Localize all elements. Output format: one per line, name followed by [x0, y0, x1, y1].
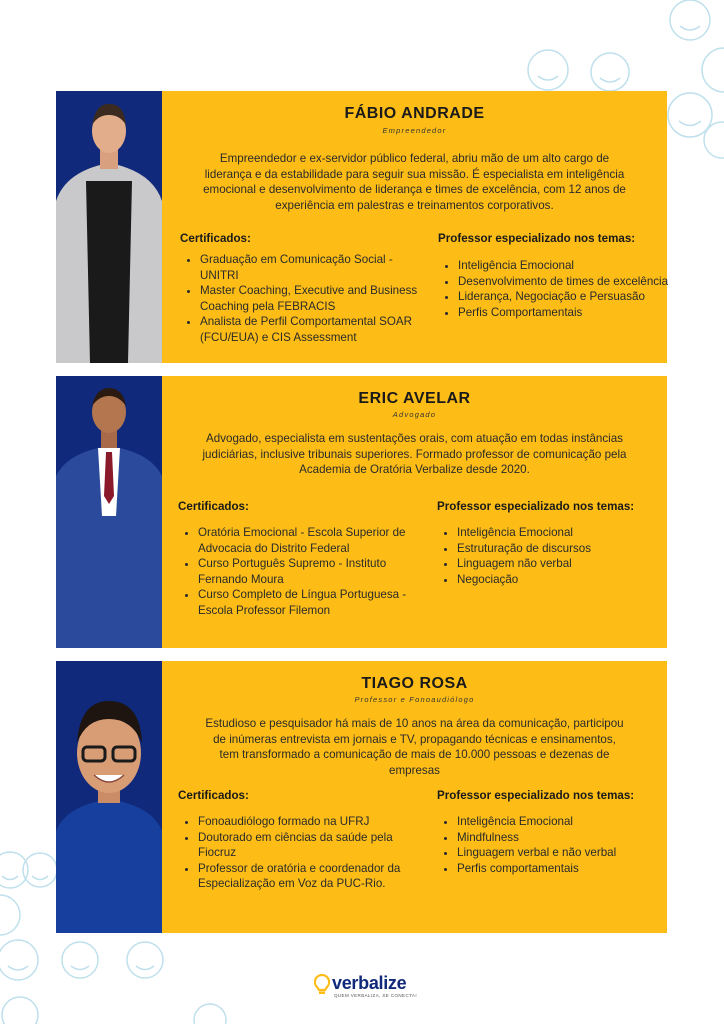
profile-bio: Advogado, especialista em sustentações orais, com atuação em todas instâncias judiciárias, inclusive tribunais superiores. Formado professor de comunicação pela Academia de Oratória Verbalize desde 2020. — [202, 432, 627, 476]
list-item: • Doutorado em ciências da saúde pela Fiocruz — [198, 830, 428, 861]
profile-content — [162, 661, 667, 933]
temas-title: Professor especializado nos temas: — [437, 789, 635, 802]
person-photo-illustration — [56, 91, 162, 363]
profile-bio: Estudioso e pesquisador há mais de 10 anos na área da comunicação, participou de inúmeras entrevista em jornais e TV, propagando técnicas e ensinamentos, tem transformado a comunicação de mais de 10.000 pessoas e dezenas de empresas — [205, 717, 624, 777]
person-photo-illustration — [56, 661, 162, 933]
list-item: • Analista de Perfil Comportamental SOAR (FCU/EUA) e CIS Assessment — [200, 314, 425, 345]
list-item: • Inteligência Emocional — [457, 814, 677, 830]
list-item: • Master Coaching, Executive and Business Coaching pela FEBRACIS — [200, 283, 425, 314]
temas-title: Professor especializado nos temas: — [437, 500, 635, 513]
list-item: • Perfis comportamentais — [457, 861, 677, 877]
profile-photo — [56, 376, 162, 648]
verbalize-logo — [314, 972, 417, 998]
profile-card-fabio — [56, 91, 667, 363]
certificados-list — [180, 252, 425, 345]
profile-photo — [56, 91, 162, 363]
certificados-list — [178, 525, 428, 618]
temas-list — [437, 814, 677, 876]
list-item: • Liderança, Negociação e Persuasão — [458, 289, 678, 305]
list-item: • Graduação em Comunicação Social - UNITRI — [200, 252, 425, 283]
list-item: • Negociação — [457, 572, 677, 588]
profile-card-tiago — [56, 661, 667, 933]
logo-wordmark: verbalize — [332, 973, 407, 993]
list-item: • Perfis Comportamentais — [458, 305, 678, 321]
profile-content — [162, 91, 667, 363]
list-item: • Oratória Emocional - Escola Superior de Advocacia do Distrito Federal — [198, 525, 428, 556]
list-item: • Inteligência Emocional — [458, 258, 678, 274]
profile-role: Professor e Fonoaudiólogo — [354, 695, 475, 704]
list-item: • Desenvolvimento de times de excelência — [458, 274, 678, 290]
profile-bio: Empreendedor e ex-servidor público federal, abriu mão de um alto cargo de liderança e da estabilidade para seguir sua missão. É especialista em inteligência emocional e desenvolvimento de liderança e times de excelência, com 12 anos de experiência em palestras e treinamentos corporativos. — [203, 152, 626, 212]
list-item: • Linguagem verbal e não verbal — [457, 845, 677, 861]
list-item: • Curso Completo de Língua Portuguesa - Escola Professor Filemon — [198, 587, 428, 618]
list-item: • Professor de oratória e coordenador da Especialização em Voz da PUC-Rio. — [198, 861, 428, 892]
person-photo-illustration — [56, 376, 162, 648]
certificados-title: Certificados: — [178, 500, 249, 513]
list-item: • Estruturação de discursos — [457, 541, 677, 557]
temas-list — [438, 258, 678, 320]
profile-name: TIAGO ROSA — [361, 675, 468, 692]
profile-name: ERIC AVELAR — [358, 390, 471, 407]
list-item: • Curso Português Supremo - Instituto Fernando Moura — [198, 556, 428, 587]
certificados-title: Certificados: — [180, 232, 251, 245]
lightbulb-icon — [314, 974, 330, 996]
certificados-list — [178, 814, 428, 892]
profile-content — [162, 376, 667, 648]
profile-role: Advogado — [392, 410, 437, 419]
temas-title: Professor especializado nos temas: — [438, 232, 636, 245]
temas-list — [437, 525, 677, 587]
logo-tagline: QUEM VERBALIZA, SE CONECTA! — [334, 993, 417, 998]
profile-photo — [56, 661, 162, 933]
list-item: • Fonoaudiólogo formado na UFRJ — [198, 814, 428, 830]
profile-card-eric — [56, 376, 667, 648]
list-item: • Inteligência Emocional — [457, 525, 677, 541]
list-item: • Mindfulness — [457, 830, 677, 846]
profile-name: FÁBIO ANDRADE — [344, 105, 485, 122]
profile-role: Empreendedor — [382, 126, 447, 135]
certificados-title: Certificados: — [178, 789, 249, 802]
list-item: • Linguagem não verbal — [457, 556, 677, 572]
